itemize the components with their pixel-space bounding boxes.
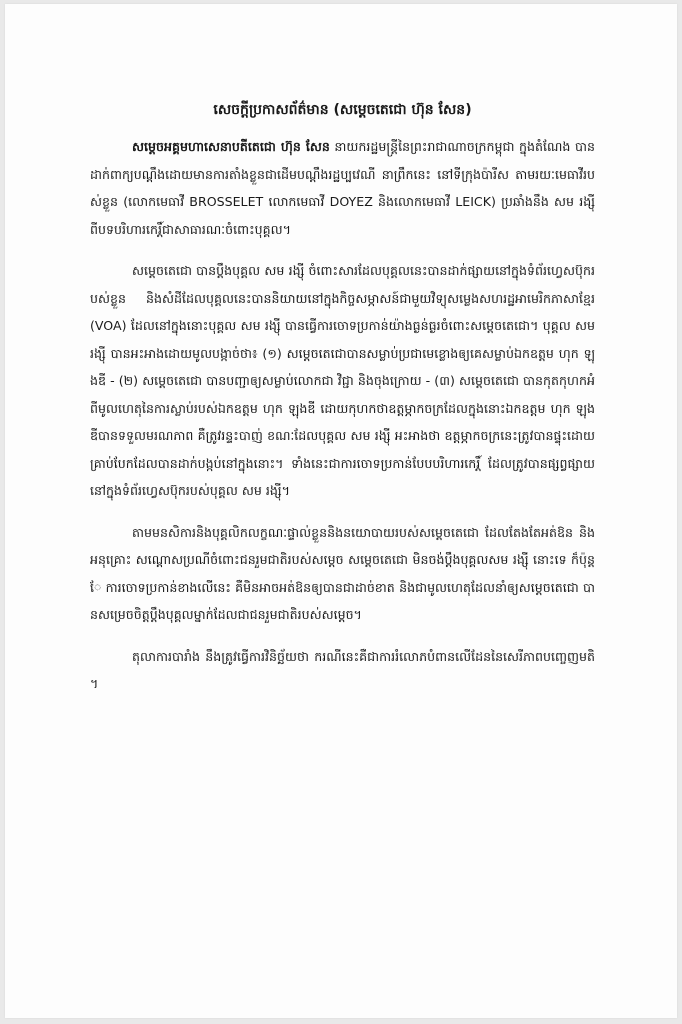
document-body xyxy=(90,96,595,712)
paragraph-1 xyxy=(90,133,595,243)
paragraph-3: តាមមនសិការនិងបុគ្គលិកលក្ខណៈផ្ទាល់ខ្លួននិងនយោបាយរបស់សម្តេចតេជោ ដែលតែងតែអត់ឱន និងអនុគ្រោះ សណ្តោសប្រណីចំពោះជនរួមជាតិរបស់សម្តេច សម្តេចតេជោ មិនចង់ប្តឹងបុគ្គលសម រង្ស៊ី នោះទេ ក៏ប៉ុន្តែ ការចោទប្រកាន់ខាងលើនេះ គឺមិនអាចអត់ឱនឲ្យបានជាដាច់ខាត និងជាមូលហេតុដែលនាំឲ្យសម្តេចតេជោ បានសម្រេចចិត្តប្តឹងបុគ្គលម្នាក់ដែលជាជនរួមជាតិរបស់សម្តេច។ xyxy=(90,524,595,622)
paragraph-2: សម្តេចតេជោ បានប្តឹងបុគ្គល សម រង្ស៊ី ចំពោះសារដែលបុគ្គលនេះបានដាក់ផ្សាយនៅក្នុងទំព័រហ្វេសប៊ុករបស់ខ្លួន និងសំដីដែលបុគ្គលនេះបាននិយាយនៅក្នុងកិច្ចសម្ភាសន៍ជាមួយវិទ្យុសម្លេងសហរដ្ឋអាមេរិកភាសាខ្មែរ (VOA) ដែលនៅក្នុងនោះបុគ្គល សម រង្ស៊ី បានធ្វើការចោទប្រកាន់យ៉ាងធ្ងន់ធ្ងរចំពោះសម្តេចតេជោ។ បុគ្គល សម រង្ស៊ី បានអះអាងដោយមូលបង្កាច់ថា៖ (១) សម្តេចតេជោបានសម្លាប់ប្រជាមេខ្លោងឲ្យគេសម្លាប់ឯកឧត្តម ហុក ឡុងឌី - (២) សម្តេចតេជោ បានបញ្ជាឲ្យសម្លាប់លោកជា វិជ្ជា និងចុងក្រោយ - (៣) សម្តេចតេជោ បានកុតកុហកអំពីមូលហេតុនៃការស្លាប់របស់ឯកឧត្តម ហុក ឡុងឌី ដោយកុហកថាឧត្តម្ភាកចក្រដែលក្នុងនោះឯកឧត្តម ហុក ឡុងឌីបានទទួលមរណភាព គឺត្រូវរន្ទះបាញ់ ខណៈដែលបុគ្គល សម រង្ស៊ី អះអាងថា ឧត្តម្ភាកចក្រនេះត្រូវបានផ្ទុះដោយគ្រាប់បែកដែលបានដាក់បង្កប់នៅក្នុងនោះ។ ទាំងនេះជាការចោទប្រកាន់បែបបរិហារកេរ្តិ៍ ដែលត្រូវបានផ្សព្វផ្សាយនៅក្នុងទំព័រហ្វេសប៊ុករបស់បុគ្គល សម រង្ស៊ី។ xyxy=(90,263,595,498)
paragraph-1-lead: សម្តេចអគ្គមហាសេនាបតីតេជោ ហ៊ុន សែន xyxy=(132,139,330,154)
paragraph-4: តុលាការបារាំង នឹងត្រូវធ្វើការវិនិច្ឆ័យថា ករណីនេះគឺជាការរំលោភបំពានលើដែននៃសេរីភាពបញ្ចេញមតិ។ xyxy=(90,648,595,691)
document-page xyxy=(5,4,677,1018)
paragraph-1-text: នាយករដ្ឋមន្ត្រីនៃព្រះរាជាណាចក្រកម្ពុជា ក្នុងតំណែង បានដាក់ពាក្យបណ្តឹងដោយមានការតាំងខ្លួនជាដើមបណ្តឹងរដ្ឋប្បវេណី នាព្រឹកនេះ នៅទីក្រុងប៉ារីស តាមរយៈមេធាវីរបស់ខ្លួន (លោកមេធាវី BROSSELET លោកមេធាវី DOYEZ និងលោកមេធាវី LEICK) ប្រឆាំងនឹង សម រង្ស៊ី ពីបទបរិហារកេរ្តិ៍ជាសាធារណៈចំពោះបុគ្គល។ xyxy=(90,139,595,237)
page-title: សេចក្តីប្រកាសព័ត៌មាន (សម្តេចតេជោ ហ៊ុន សែន) xyxy=(213,102,472,118)
